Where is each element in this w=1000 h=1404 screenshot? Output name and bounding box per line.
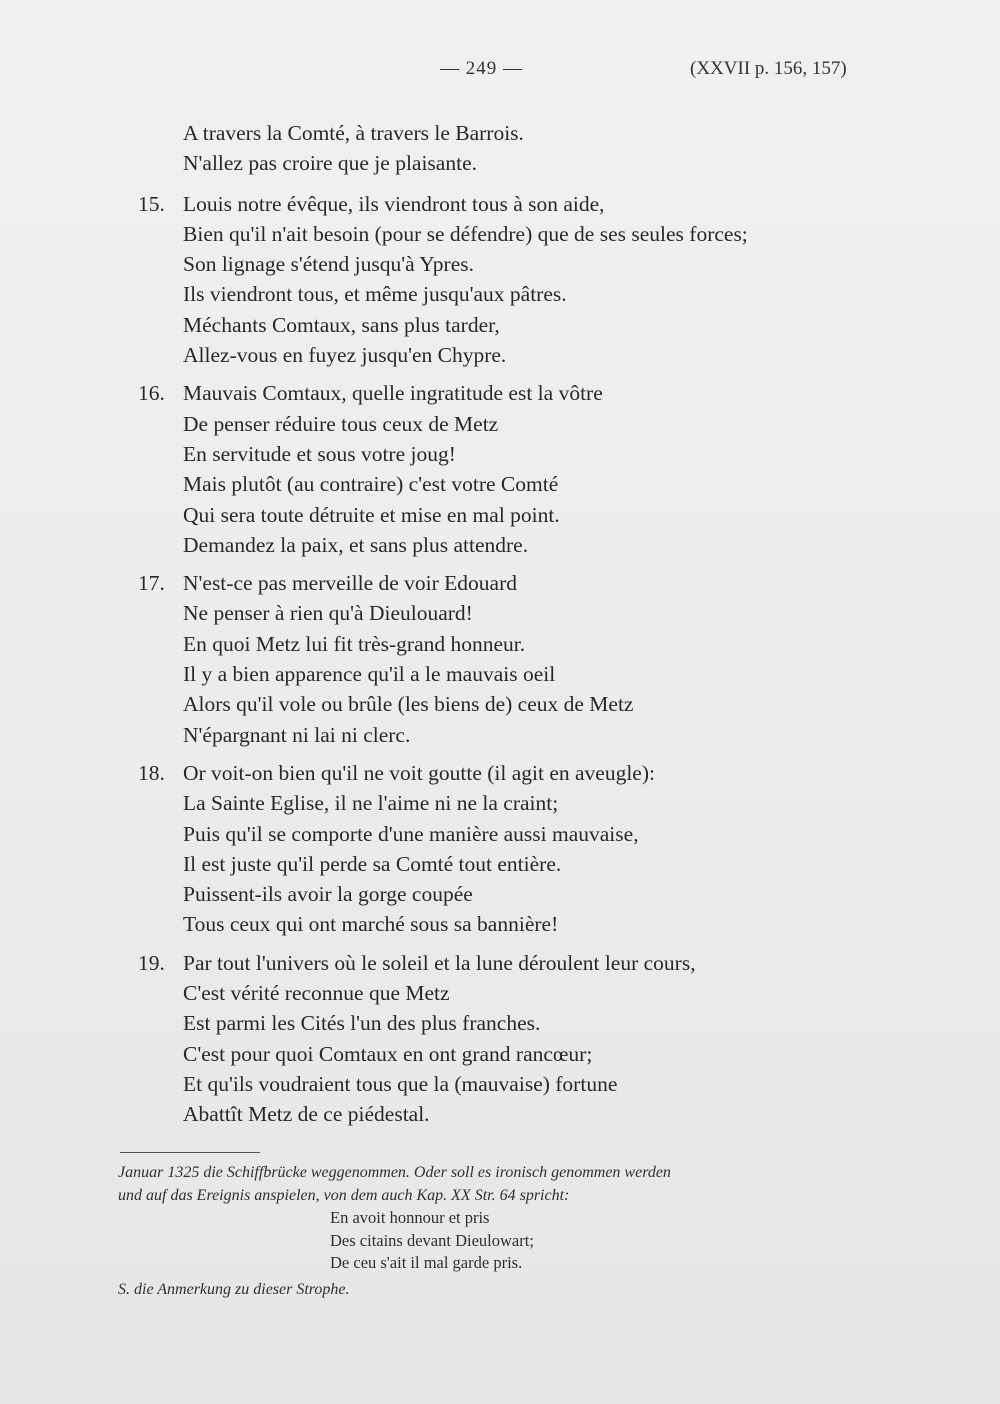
- quote-line: De ceu s'ait il mal garde pris.: [330, 1253, 523, 1272]
- stanza-continued: [138, 118, 858, 179]
- verse-line: Louis notre évêque, ils viendront tous à son aide,: [183, 191, 605, 216]
- verse-line: N'épargnant ni lai ni clerc.: [183, 722, 411, 747]
- verse-line: Son lignage s'étend jusqu'à Ypres.: [183, 252, 474, 277]
- verse-line: Est parmi les Cités l'un des plus franches.: [183, 1011, 541, 1036]
- verse-line: Alors qu'il vole ou brûle (les biens de) ceux de Metz: [183, 692, 634, 717]
- stanza-number: 16.: [138, 381, 165, 406]
- stanza-number: 15.: [138, 191, 165, 216]
- verse-line: Allez-vous en fuyez jusqu'en Chypre.: [183, 343, 507, 368]
- verse-line: C'est vérité reconnue que Metz: [183, 981, 450, 1006]
- footnote: [118, 1162, 878, 1301]
- verse-line: Bien qu'il n'ait besoin (pour se défendre) que de ses seules forces;: [183, 221, 748, 246]
- verse-line: Puissent-ils avoir la gorge coupée: [183, 882, 473, 907]
- verse-line: Il y a bien apparence qu'il a le mauvais oeil: [183, 662, 556, 687]
- verse-line: La Sainte Eglise, il ne l'aime ni ne la craint;: [183, 791, 559, 816]
- verse-line: Demandez la paix, et sans plus attendre.: [183, 532, 529, 557]
- verse-line: Il est juste qu'il perde sa Comté tout entière.: [183, 851, 562, 876]
- stanza-16: [138, 378, 858, 560]
- page-number: — 249 —: [440, 58, 523, 79]
- stanza-number: 17.: [138, 571, 165, 596]
- verse-line: En servitude et sous votre joug!: [183, 441, 456, 466]
- verse-line: Tous ceux qui ont marché sous sa bannière!: [183, 912, 559, 937]
- verse-line: Et qu'ils voudraient tous que la (mauvaise) fortune: [183, 1071, 618, 1096]
- stanza-18: [138, 758, 858, 940]
- page-header: [0, 58, 1000, 88]
- footnote-quote: [118, 1207, 878, 1275]
- page-reference: (XXVII p. 156, 157): [690, 58, 847, 79]
- footnote-reference: S. die Anmerkung zu dieser Strophe.: [118, 1280, 350, 1298]
- footnote-divider: [120, 1152, 260, 1153]
- verse-line: De penser réduire tous ceux de Metz: [183, 411, 499, 436]
- stanza-15: [138, 189, 858, 371]
- stanza-number: 18.: [138, 760, 165, 785]
- stanza-17: [138, 568, 858, 750]
- footnote-line: und auf das Ereignis anspielen, von dem auch Kap. XX Str. 64 spricht:: [118, 1186, 570, 1204]
- verse-line: Mauvais Comtaux, quelle ingratitude est la vôtre: [183, 381, 603, 406]
- verse-line: Abattît Metz de ce piédestal.: [183, 1102, 430, 1127]
- quote-line: Des citains devant Dieulowart;: [330, 1230, 534, 1250]
- poem-body: [138, 118, 858, 1138]
- stanza-number: 19.: [138, 950, 165, 975]
- verse-line: Puis qu'il se comporte d'une manière aussi mauvaise,: [183, 821, 639, 846]
- footnote-line: Januar 1325 die Schiffbrücke weggenommen. Oder soll es ironisch genommen werden: [118, 1164, 671, 1181]
- verse-line: Mais plutôt (au contraire) c'est votre Comté: [183, 472, 559, 497]
- verse-line: En quoi Metz lui fit très-grand honneur.: [183, 631, 526, 656]
- verse-line: N'allez pas croire que je plaisante.: [183, 151, 477, 176]
- verse-line: Or voit-on bien qu'il ne voit goutte (il agit en aveugle):: [183, 760, 655, 785]
- stanza-19: [138, 948, 858, 1130]
- quote-line: En avoit honnour et pris: [330, 1208, 490, 1227]
- verse-line: N'est-ce pas merveille de voir Edouard: [183, 571, 518, 596]
- verse-line: Ils viendront tous, et même jusqu'aux pâtres.: [183, 282, 567, 307]
- verse-line: C'est pour quoi Comtaux en ont grand rancœur;: [183, 1041, 593, 1066]
- verse-line: A travers la Comté, à travers le Barrois.: [183, 121, 524, 145]
- verse-line: Par tout l'univers où le soleil et la lune déroulent leur cours,: [183, 950, 696, 975]
- verse-line: Ne penser à rien qu'à Dieulouard!: [183, 601, 473, 626]
- verse-line: Méchants Comtaux, sans plus tarder,: [183, 312, 500, 337]
- verse-line: Qui sera toute détruite et mise en mal point.: [183, 502, 560, 527]
